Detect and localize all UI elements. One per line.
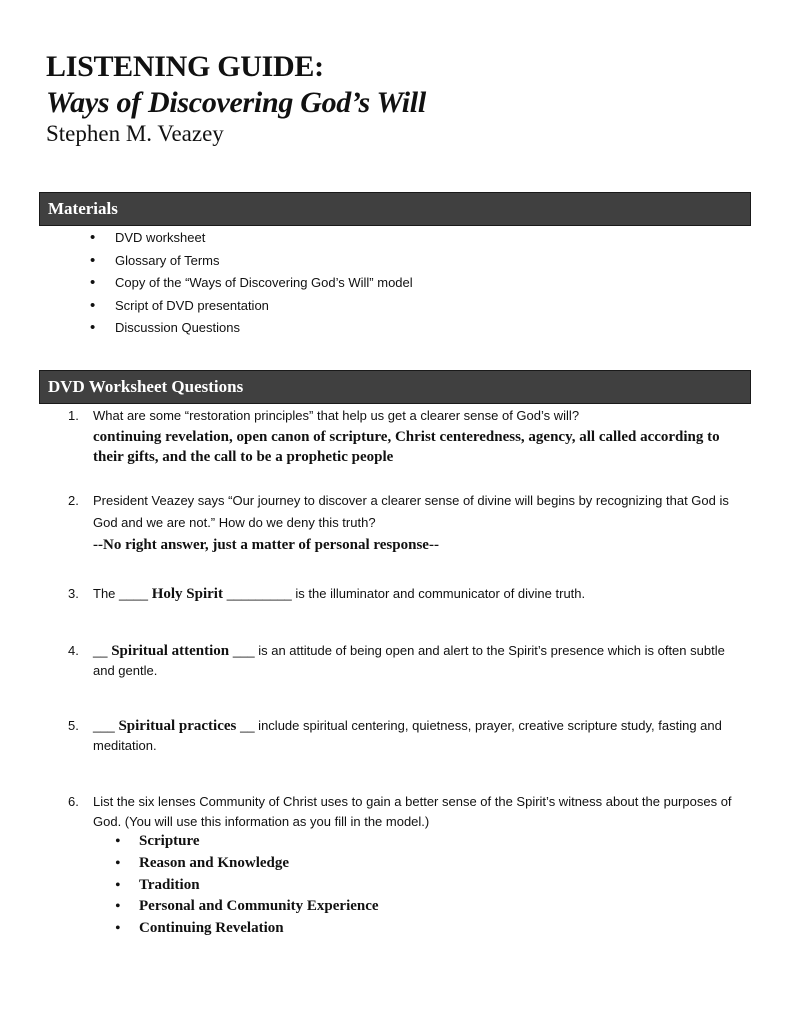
question-text: What are some “restoration principles” that help us get a clearer sense of God’s will? <box>93 408 580 423</box>
question-text: President Veazey says “Our journey to discover a clearer sense of divine will begins by recognizing that God is God and we are not.” How do we deny this truth? <box>93 493 729 530</box>
document-title: LISTENING GUIDE: <box>46 50 324 83</box>
question-number: 3. <box>68 586 79 601</box>
question-number: 1. <box>68 408 79 423</box>
blank-line: ___ <box>93 718 115 733</box>
materials-section-header <box>39 192 751 226</box>
blank-answer: Holy Spirit <box>147 586 227 602</box>
materials-list <box>90 227 413 340</box>
materials-item: • Script of DVD presentation <box>90 295 413 318</box>
question-text <box>93 584 748 604</box>
question-text-rest: _________ is the illuminator and communicator of divine truth. <box>226 586 586 601</box>
document-subtitle: Ways of Discovering God’s Will <box>46 86 426 119</box>
lens-item: • Scripture <box>115 831 379 853</box>
question-number: 2. <box>68 493 79 508</box>
question-text-rest: ___ is an attitude of being open and alert to the Spirit’s presence which is often subtle and gentle. <box>93 643 725 678</box>
question-number: 5. <box>68 718 79 733</box>
lenses-list <box>115 831 379 940</box>
blank-line: __ <box>93 643 108 658</box>
blank-line: The ____ <box>93 586 148 601</box>
lens-item: • Reason and Knowledge <box>115 853 379 875</box>
materials-item: • Copy of the “Ways of Discovering God’s Will” model <box>90 272 413 295</box>
materials-item: • Discussion Questions <box>90 317 413 340</box>
blank-answer: Spiritual attention <box>107 643 233 659</box>
question-text: List the six lenses Community of Christ uses to gain a better sense of the Spirit’s witness about the purposes of God. (You will use this information as you fill in the model.) <box>93 794 732 829</box>
question-text <box>93 716 748 756</box>
question-text-rest: __ include spiritual centering, quietness, prayer, creative scripture study, fasting and meditation. <box>93 718 722 753</box>
lens-item: • Personal and Community Experience <box>115 896 379 918</box>
lens-item: • Continuing Revelation <box>115 918 379 940</box>
materials-item: • DVD worksheet <box>90 227 413 250</box>
question-number: 4. <box>68 643 79 658</box>
question-answer: --No right answer, just a matter of personal response-- <box>93 537 439 553</box>
question-text <box>93 641 748 681</box>
question-number: 6. <box>68 794 79 809</box>
blank-answer: Spiritual practices <box>114 718 241 734</box>
lens-item: • Tradition <box>115 875 379 897</box>
question-answer: continuing revelation, open canon of scripture, Christ centeredness, agency, all called according to their gifts, and the call to be a prophetic people <box>93 429 720 465</box>
worksheet-section-header <box>39 370 751 404</box>
materials-item: • Glossary of Terms <box>90 250 413 273</box>
document-author: Stephen M. Veazey <box>46 121 224 146</box>
worksheet-heading: DVD Worksheet Questions <box>48 377 244 396</box>
materials-heading: Materials <box>48 199 118 218</box>
